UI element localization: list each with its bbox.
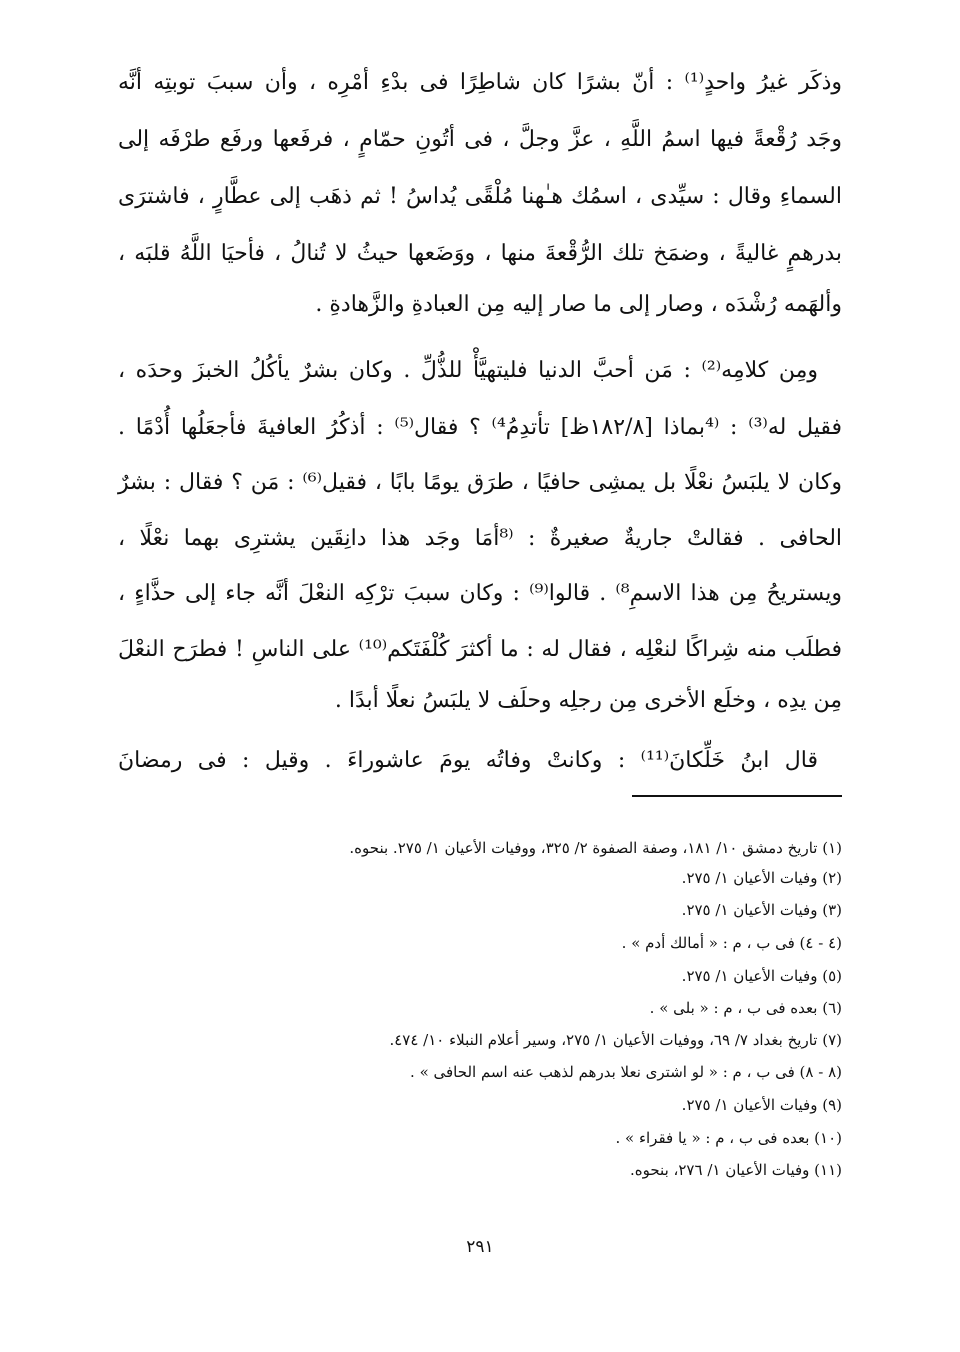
footnote-11: (١١) وفيات الأعيان ١/ ٢٧٦، بنحوه. xyxy=(630,1161,842,1179)
paragraph-2-line-4: الحافى . فقالتْ جاريةٌ صغيرةٌ : ⁽⁸أمَا وجَد هذا دانِقَين يشترِى بهما نعْلًا ، xyxy=(118,526,843,551)
footnote-5: (٥) وفيات الأعيان ١/ ٢٧٥. xyxy=(681,967,842,985)
footnote-3: (٣) وفيات الأعيان ١/ ٢٧٥. xyxy=(681,901,842,919)
footnote-8: (٨ - ٨) فى ب ، م : « لو اشترى نعلا بدرهم لذهب عنه اسم الحافى » . xyxy=(410,1063,842,1081)
paragraph-2-line-6: فطلَب منه شِراكًا لنعْلِه ، فقال له : ما أكثرَ كُلْفَتَكم⁽¹⁰⁾ على الناسِ ! فطرَح النعْلَ xyxy=(118,637,843,662)
paragraph-3-line-1: قال ابنُ خَلِّكانَ⁽¹¹⁾ : وكانتْ وفاتُه يومَ عاشوراءَ . وقيل : فى رمضانَ xyxy=(118,748,819,773)
footnote-2: (٢) وفيات الأعيان ١/ ٢٧٥. xyxy=(681,869,842,887)
footnote-4: (٤ - ٤) فى ب ، م : « أمالك أدم » . xyxy=(621,934,842,952)
footnote-separator xyxy=(632,795,842,797)
paragraph-1-line-5: وألهَمه رُشْدَه ، وصار إلى ما صار إليه مِن العبادةِ والزَّهادةِ . xyxy=(315,292,842,317)
paragraph-2-line-7: مِن يدِه ، وخلَع الأخرى مِن رجلِه وحلَف لا يلبَسُ نعلًا أبدًا . xyxy=(334,688,842,713)
paragraph-1-line-3: السماءِ وقال : سيِّدى ، اسمُك هـٰهنا مُلْقًى يُداسُ ! ثم ذهَب إلى عطَّارٍ ، فاشترَى xyxy=(118,184,842,209)
page-number: ٢٩١ xyxy=(466,1237,494,1257)
footnote-7: (٧) تاريخ بغداد ٧/ ٦٩، ووفيات الأعيان ١/ ٢٧٥، وسير أعلام النبلاء ١٠/ ٤٧٤. xyxy=(389,1031,842,1049)
footnote-6: (٦) بعده فى ب ، م : « بلى » . xyxy=(649,999,842,1017)
paragraph-1-line-1: وذكَر غيرُ واحدٍ⁽¹⁾ : أنّ بشرًا كان شاطِرًا فى بدْءِ أمْرِه ، وأن سببَ توبتِه أنَّه xyxy=(118,70,842,95)
footnote-9: (٩) وفيات الأعيان ١/ ٢٧٥. xyxy=(681,1096,842,1114)
paragraph-2-line-1: ومِن كلامِه⁽²⁾ : مَن أحبَّ الدنيا فليتهيَّأْ للذُّلِّ . وكان بشرٌ يأكُلُ الخبزَ وحدَه ، xyxy=(118,358,818,383)
footnote-1: (١) تاريخ دمشق ١٠/ ١٨١، وصفة الصفوة ٢/ ٣٢٥، ووفيات الأعيان ١/ ٢٧٥. بنحوه. xyxy=(349,839,842,857)
paragraph-1-line-4: بدرهمٍ غاليةً ، وضمَخ تلك الرُّقْعةَ منها ، ووَضَعها حيثُ لا تُنالُ ، فأحيَا اللَّهُ قلبَه ، xyxy=(118,241,842,266)
paragraph-2-line-3: وكان لا يلبَسُ نعْلًا بل يمشِى حافيًا ، طرَق يومًا بابًا ، فقيل⁽⁶⁾ : مَن ؟ فقال : بشرٌ xyxy=(118,470,842,495)
paragraph-2-line-5: ويستريحُ مِن هذا الاسمِ⁸⁾ . قالوا⁽⁹⁾ : وكان سببَ ترْكِه النعْلَ أنَّه جاء إلى حذَّاءٍ ، xyxy=(118,581,842,606)
footnote-10: (١٠) بعده فى ب ، م : « يا فقراء » . xyxy=(615,1129,842,1147)
paragraph-2-line-2: فقيل له⁽³⁾ : ⁽⁴بماذا [١٨٢/٨ظ] تأتدِمُ⁴⁾ ؟ فقال⁽⁵⁾ : أذكُرُ العافيةَ فأجعَلُها أُدْمًا . xyxy=(118,415,843,440)
paragraph-1-line-2: وجَد رُقْعةً فيها اسمُ اللَّهِ ، عزَّ وجلَّ ، فى أتُونِ حمّامٍ ، فرفَعها ورفَع طرْفَه إلى xyxy=(118,127,842,152)
